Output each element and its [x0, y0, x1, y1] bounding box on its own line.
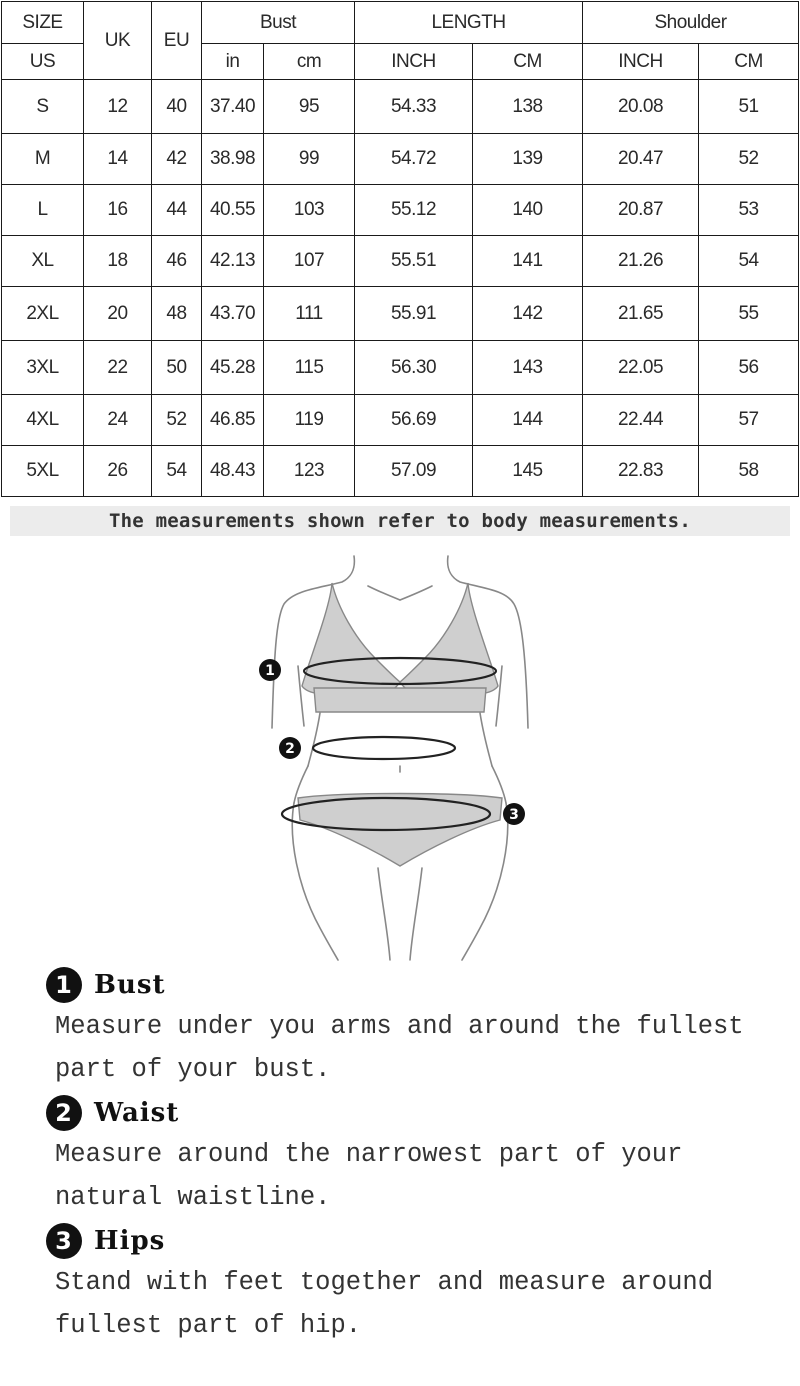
cell-size: 3XL — [2, 341, 84, 395]
cell-eu: 52 — [152, 395, 202, 446]
cell-shoulder-inch: 22.83 — [583, 446, 699, 497]
table-row — [2, 185, 799, 236]
cell-bust-in: 37.40 — [202, 80, 264, 134]
cell-length-cm: 139 — [473, 134, 583, 185]
cell-size: L — [2, 185, 84, 236]
cell-uk: 14 — [84, 134, 152, 185]
cell-shoulder-cm: 53 — [699, 185, 799, 236]
cell-size: 5XL — [2, 446, 84, 497]
header-bust-cm: cm — [264, 44, 355, 80]
cell-length-cm: 144 — [473, 395, 583, 446]
bikini-top — [302, 583, 498, 712]
cell-shoulder-cm: 55 — [699, 287, 799, 341]
table-row — [2, 446, 799, 497]
waist-title: Waist — [94, 1098, 180, 1128]
table-row — [2, 287, 799, 341]
cell-bust-in: 42.13 — [202, 236, 264, 287]
cell-bust-in: 48.43 — [202, 446, 264, 497]
hips-title: Hips — [94, 1226, 166, 1256]
cell-length-cm: 142 — [473, 287, 583, 341]
header-length-cm: CM — [473, 44, 583, 80]
cell-shoulder-inch: 22.44 — [583, 395, 699, 446]
cell-uk: 12 — [84, 80, 152, 134]
cell-shoulder-cm: 58 — [699, 446, 799, 497]
cell-length-inch: 55.51 — [355, 236, 473, 287]
table-row — [2, 80, 799, 134]
cell-bust-cm: 119 — [264, 395, 355, 446]
body-measurement-figure — [250, 548, 550, 963]
header-eu: EU — [152, 2, 202, 80]
cell-bust-cm: 107 — [264, 236, 355, 287]
number-1-icon: 1 — [46, 967, 82, 1003]
cell-shoulder-inch: 21.65 — [583, 287, 699, 341]
number-3-icon: 3 — [46, 1223, 82, 1259]
cell-eu: 54 — [152, 446, 202, 497]
cell-eu: 44 — [152, 185, 202, 236]
cell-shoulder-cm: 57 — [699, 395, 799, 446]
cell-length-inch: 57.09 — [355, 446, 473, 497]
cell-bust-in: 38.98 — [202, 134, 264, 185]
marker-1 — [259, 659, 281, 681]
waist-heading — [46, 1093, 786, 1133]
cell-length-inch: 56.69 — [355, 395, 473, 446]
cell-bust-in: 45.28 — [202, 341, 264, 395]
cell-shoulder-cm: 54 — [699, 236, 799, 287]
cell-shoulder-cm: 52 — [699, 134, 799, 185]
header-size: SIZE — [2, 2, 84, 44]
cell-length-inch: 54.72 — [355, 134, 473, 185]
cell-shoulder-inch: 20.47 — [583, 134, 699, 185]
measurement-guide — [46, 965, 786, 1349]
table-row — [2, 395, 799, 446]
cell-uk: 18 — [84, 236, 152, 287]
cell-eu: 48 — [152, 287, 202, 341]
cell-shoulder-cm: 51 — [699, 80, 799, 134]
cell-size: XL — [2, 236, 84, 287]
header-shoulder-cm: CM — [699, 44, 799, 80]
cell-uk: 22 — [84, 341, 152, 395]
cell-uk: 16 — [84, 185, 152, 236]
cell-length-inch: 54.33 — [355, 80, 473, 134]
header-bust: Bust — [202, 2, 355, 44]
cell-shoulder-cm: 56 — [699, 341, 799, 395]
measurement-note: The measurements shown refer to body measurements. — [109, 510, 691, 532]
cell-length-cm: 141 — [473, 236, 583, 287]
table-row — [2, 134, 799, 185]
marker-2 — [279, 737, 301, 759]
cell-size: M — [2, 134, 84, 185]
cell-length-cm: 143 — [473, 341, 583, 395]
bust-description: Measure under you arms and around the fullest part of your bust. — [55, 1012, 744, 1084]
cell-bust-cm: 99 — [264, 134, 355, 185]
measurement-note-bar — [10, 506, 790, 536]
header-us: US — [2, 44, 84, 80]
header-length-inch: INCH — [355, 44, 473, 80]
cell-bust-cm: 95 — [264, 80, 355, 134]
waist-measure-line — [313, 737, 455, 759]
cell-length-inch: 56.30 — [355, 341, 473, 395]
cell-bust-in: 43.70 — [202, 287, 264, 341]
cell-bust-cm: 103 — [264, 185, 355, 236]
header-row-1 — [2, 2, 799, 44]
number-2-icon: 2 — [46, 1095, 82, 1131]
cell-bust-in: 40.55 — [202, 185, 264, 236]
cell-uk: 20 — [84, 287, 152, 341]
cell-eu: 50 — [152, 341, 202, 395]
cell-eu: 46 — [152, 236, 202, 287]
cell-bust-cm: 115 — [264, 341, 355, 395]
cell-length-cm: 145 — [473, 446, 583, 497]
cell-length-cm: 140 — [473, 185, 583, 236]
cell-uk: 26 — [84, 446, 152, 497]
bust-heading — [46, 965, 786, 1005]
header-length: LENGTH — [355, 2, 583, 44]
bust-title: Bust — [94, 970, 166, 1000]
table-row — [2, 341, 799, 395]
cell-shoulder-inch: 20.87 — [583, 185, 699, 236]
hips-heading — [46, 1221, 786, 1261]
cell-size: S — [2, 80, 84, 134]
cell-length-cm: 138 — [473, 80, 583, 134]
header-shoulder-inch: INCH — [583, 44, 699, 80]
cell-length-inch: 55.12 — [355, 185, 473, 236]
marker-1-label: 1 — [265, 663, 275, 679]
header-bust-in: in — [202, 44, 264, 80]
cell-shoulder-inch: 22.05 — [583, 341, 699, 395]
cell-bust-in: 46.85 — [202, 395, 264, 446]
cell-eu: 42 — [152, 134, 202, 185]
header-uk: UK — [84, 2, 152, 80]
marker-3 — [503, 803, 525, 825]
table-row — [2, 236, 799, 287]
cell-eu: 40 — [152, 80, 202, 134]
cell-size: 4XL — [2, 395, 84, 446]
cell-size: 2XL — [2, 287, 84, 341]
header-shoulder: Shoulder — [583, 2, 799, 44]
cell-shoulder-inch: 21.26 — [583, 236, 699, 287]
marker-2-label: 2 — [285, 741, 295, 757]
waist-description: Measure around the narrowest part of your natural waistline. — [55, 1140, 683, 1212]
cell-bust-cm: 111 — [264, 287, 355, 341]
cell-length-inch: 55.91 — [355, 287, 473, 341]
cell-bust-cm: 123 — [264, 446, 355, 497]
cell-shoulder-inch: 20.08 — [583, 80, 699, 134]
cell-uk: 24 — [84, 395, 152, 446]
marker-3-label: 3 — [509, 807, 519, 823]
hips-description: Stand with feet together and measure around fullest part of hip. — [55, 1268, 714, 1340]
size-chart-table — [1, 1, 799, 497]
